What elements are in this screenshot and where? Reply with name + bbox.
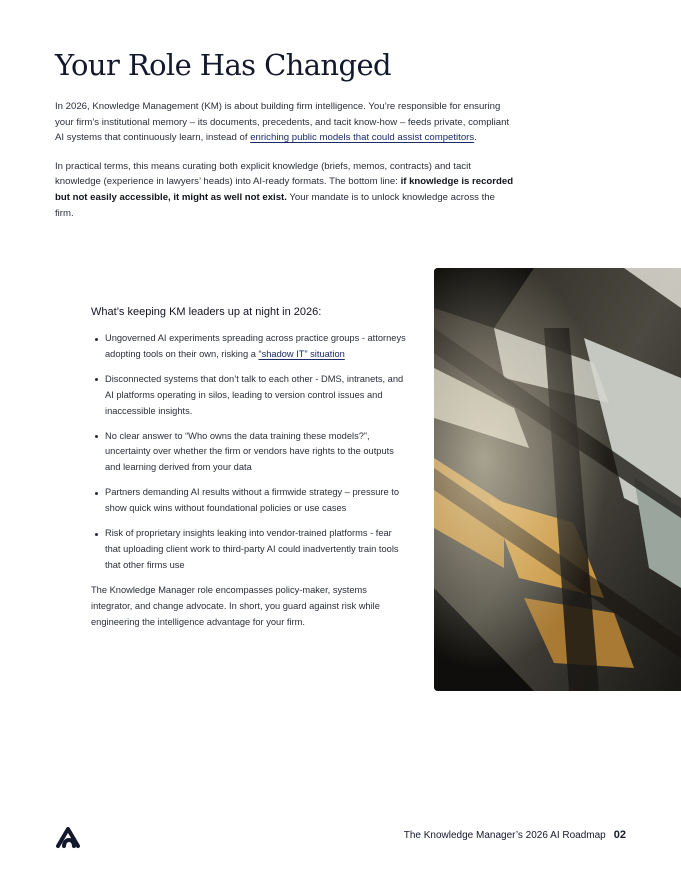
list-item: Disconnected systems that don’t talk to each other - DMS, intranets, and AI platforms operating in silos, leading to version control issues and inaccessible insights. [91, 372, 406, 420]
intro-paragraph-2: In practical terms, this means curating both explicit knowledge (briefs, memos, contracts) and tacit knowledge (experience in lawyers’ heads) into AI-ready formats. The bottom line: if knowledge is recorded but not easily accessible, it might as well not exist. Your mandate is to unlock knowledge across the firm. [55, 160, 514, 219]
list-item: Risk of proprietary insights leaking into vendor-trained platforms - fear that uploading client work to third-party AI could inadvertently train tools that other firms use [91, 526, 406, 574]
shadow-it-link[interactable]: “shadow IT” situation [258, 348, 345, 359]
brand-logo-icon [55, 824, 83, 850]
list-item: Ungoverned AI experiments spreading across practice groups - attorneys adopting tools on their own, risking a “shadow IT” situation [91, 331, 406, 363]
window-light-photo [434, 268, 681, 691]
concerns-callout [91, 306, 406, 631]
callout-heading: What’s keeping KM leaders up at night in 2026: [91, 306, 322, 318]
page-number: 02 [613, 829, 626, 841]
intro-section [55, 99, 515, 234]
footer-document-title: The Knowledge Manager’s 2026 AI Roadmap [403, 830, 606, 841]
footer [404, 829, 626, 841]
bottom-line-emphasis: if knowledge is recorded but not easily accessible, it might as well not exist. [55, 176, 514, 203]
competitors-link[interactable]: enriching public models that could assist competitors [250, 132, 475, 144]
list-item: Partners demanding AI results without a firmwide strategy – pressure to show quick wins without foundational policies or use cases [91, 485, 406, 517]
intro-paragraph-1: In 2026, Knowledge Management (KM) is about building firm intelligence. You’re responsible for ensuring your firm’s institutional memory – its documents, precedents, and tacit know-how – feeds private, compliant AI systems that continuously learn, instead of enriching public models that could assist competitors. [55, 101, 510, 144]
closing-paragraph: The Knowledge Manager role encompasses policy-maker, systems integrator, and change advocate. In short, you guard against risk while engineering the intelligence advantage for your firm. [91, 584, 380, 627]
list-item: No clear answer to “Who owns the data training these models?”, uncertainty over whether the firm or vendors have rights to the outputs and learning derived from your data [91, 429, 406, 477]
concerns-list [91, 331, 406, 574]
page-title: Your Role Has Changed [55, 48, 391, 82]
